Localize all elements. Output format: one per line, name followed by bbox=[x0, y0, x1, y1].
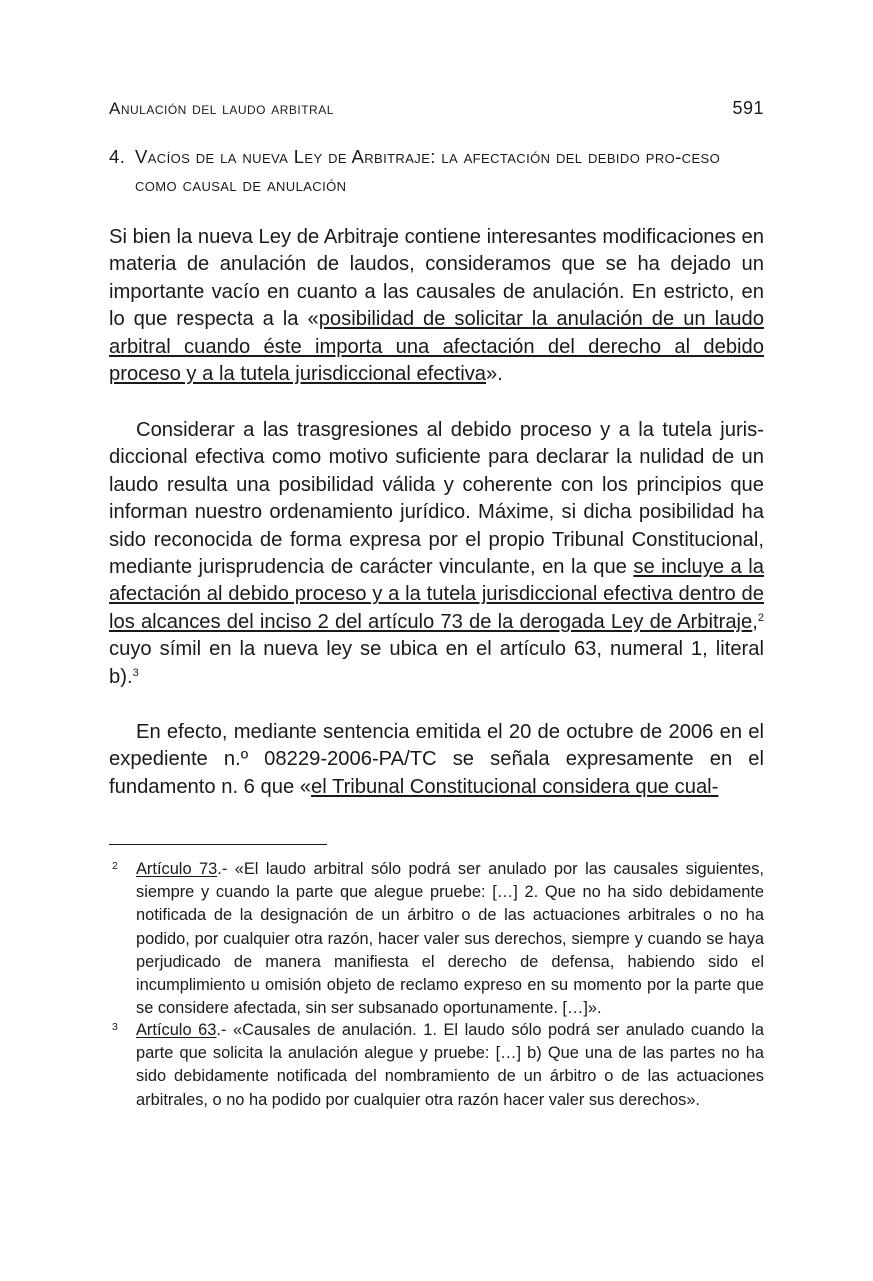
paragraph-1-quote: posibilidad de solicitar la anulación de un laudo arbitral cuando éste importa una afectación del derecho al debido proceso y a la tutela jurisdiccional efectiva bbox=[109, 308, 764, 386]
paragraph-3-lead: En efecto, mediante sentencia emitida el 20 de octubre de 2006 en el expediente n.º 08229-2006-PA/TC se señala expresamente en el fundamento n. 6 que « bbox=[109, 721, 764, 798]
paragraph-2-continuation: cuyo símil en la nueva ley se ubica en el artículo 63, numeral 1, literal b). bbox=[109, 638, 764, 688]
running-title: Anulación del laudo arbitral bbox=[109, 99, 334, 118]
paragraph-2 bbox=[109, 417, 764, 691]
section-number: 4. bbox=[109, 146, 126, 167]
footnote-3-marker: 3 bbox=[112, 1021, 118, 1033]
paragraph-3 bbox=[109, 719, 764, 801]
paragraph-2-underlined: se incluye a la afectación al debido proceso y a la tutela jurisdiccional efectiva dentro de los alcances del inciso 2 del artículo 73 de la derogada Ley de Arbitraje bbox=[109, 556, 764, 633]
paragraph-3-quote: el Tribunal Constitucional considera que cual- bbox=[311, 775, 719, 798]
footnote-2-ref: Artículo 73 bbox=[136, 860, 218, 878]
page-number: 591 bbox=[732, 98, 764, 118]
paragraph-2-comma: , bbox=[752, 610, 758, 633]
footnote-ref-3[interactable]: 3 bbox=[132, 666, 139, 679]
footnote-2 bbox=[109, 858, 764, 1020]
footnote-ref-2[interactable]: 2 bbox=[757, 611, 764, 624]
paragraph-1-tail: ». bbox=[486, 363, 503, 386]
paragraph-2-lead: Considerar a las trasgresiones al debido proceso y a la tutela jurisdiccional efectiva como motivo suficiente para declarar la nulidad de un laudo resulta una posibilidad válida y coherente con los principios que informan nuestro ordenamiento jurídico. Máxime, si dicha posibilidad ha sido reconocida de forma expresa por el propio Tribunal Constitucional, mediante jurisprudencia de carácter vinculante, en la que bbox=[109, 419, 764, 579]
paragraph-1 bbox=[109, 224, 764, 388]
footnote-divider bbox=[109, 844, 327, 845]
footnote-3-ref: Artículo 63 bbox=[136, 1021, 217, 1039]
footnote-2-body bbox=[136, 858, 764, 1020]
footnote-3-body bbox=[136, 1019, 764, 1112]
footnote-3 bbox=[109, 1019, 764, 1112]
footnote-2-marker: 2 bbox=[112, 860, 118, 872]
footnote-3-text: .- «Causales de anulación. 1. El laudo sólo podrá ser anulado cuando la parte que solicita la anulación alegue y pruebe: […] b) Que una de las partes no ha sido debidamente notificada del nombramiento de un árbitro o de las actuaciones arbitrales, o no ha podido por cualquier otra razón hacer valer sus derechos». bbox=[136, 1021, 764, 1109]
running-header bbox=[109, 99, 764, 123]
paragraph-1-lead: Si bien la nueva Ley de Arbitraje contiene interesantes modificaciones en materia de anulación de laudos, consideramos que se ha dejado un importante vacío en cuanto a las causales de anulación. En estricto, en lo que respecta a la « bbox=[109, 226, 764, 331]
section-heading bbox=[109, 143, 764, 199]
section-title: Vacíos de la nueva Ley de Arbitraje: la afectación del debido pro-ceso como causal de anulación bbox=[135, 146, 721, 195]
footnote-2-text: .- «El laudo arbitral sólo podrá ser anulado por las causales siguientes, siempre y cuando la parte que alegue pruebe: […] 2. Que no ha sido debidamente notificada de la designación de un árbitro o de las actuaciones arbitrales o no ha podido, por cualquier otra razón, hacer valer sus derechos, siempre y cuando se haya perjudicado de manera manifiesta el derecho de defensa, habiendo sido el incumplimiento u omisión objeto de reclamo expreso en su momento por la parte que se considere afectada, sin ser subsanado oportunamente. […]». bbox=[136, 860, 764, 1018]
